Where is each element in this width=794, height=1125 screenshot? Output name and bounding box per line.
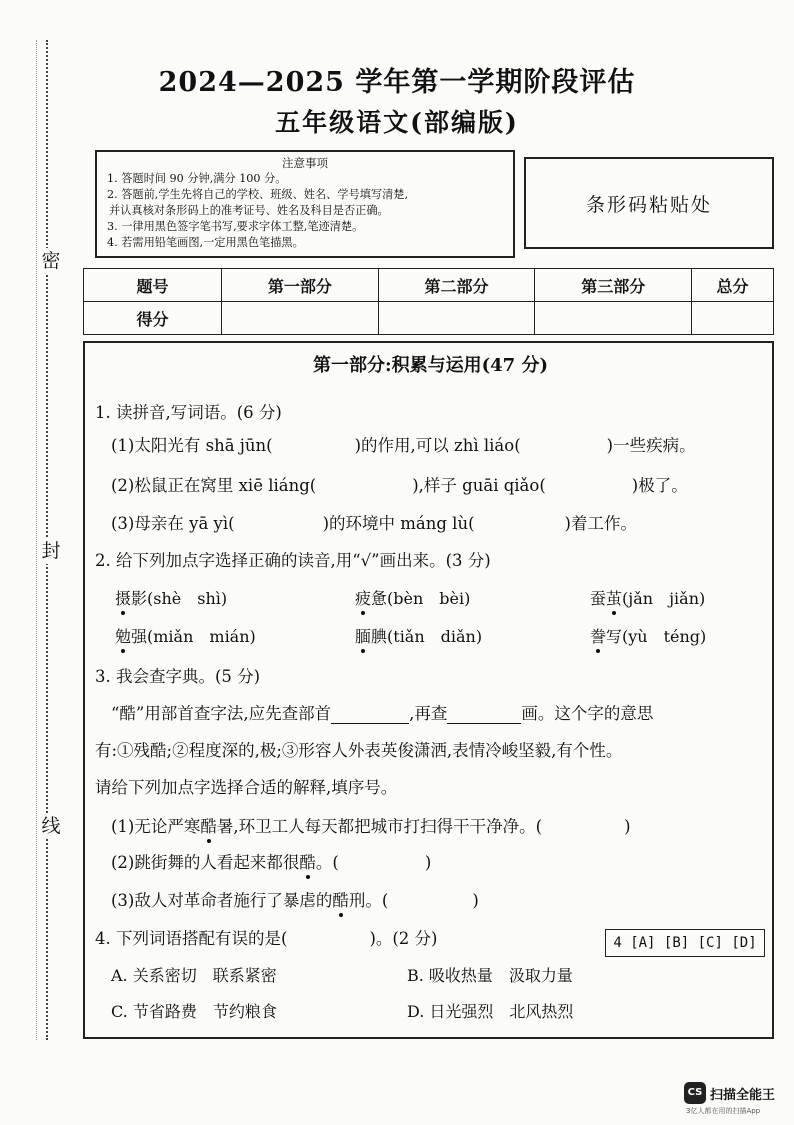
notice-item: 4. 若需用铅笔画图,一定用黑色笔描黑。 <box>107 236 304 249</box>
q3-text: 刑。( <box>348 891 389 910</box>
score-cell[interactable] <box>222 302 379 335</box>
q1-text: )极了。 <box>631 476 688 495</box>
q3-text: 。( <box>315 853 339 872</box>
dotted-char: 疲 <box>355 586 371 609</box>
q2-option[interactable] <box>115 624 256 647</box>
q3-text: 画。这个字的意思 <box>521 704 654 723</box>
q1-line-3 <box>111 510 637 534</box>
q3-text: “酷”用部首查字法,应先查部首 <box>111 704 332 723</box>
score-table <box>83 268 774 335</box>
dotted-char: 勉 <box>115 624 131 647</box>
scanner-slogan: 3亿人都在用的扫描App <box>686 1107 761 1115</box>
dotted-char: 茧 <box>606 586 622 609</box>
q2-option-text: 影(shè shì) <box>131 589 228 608</box>
page-bottom-rule <box>83 1037 774 1039</box>
q3-sentence-2 <box>111 849 431 873</box>
q4-answer-bubble-box[interactable]: 4 [A] [B] [C] [D] <box>605 929 765 957</box>
score-header-cell: 第三部分 <box>535 269 692 302</box>
notice-item: 3. 一律用黑色签字笔书写,要求字体工整,笔迹清楚。 <box>107 220 364 233</box>
q3-paragraph-2: 有:①残酷;②程度深的,极;③形容人外表英俊潇洒,表情冷峻坚毅,有个性。 <box>95 741 623 760</box>
q1-text: )着工作。 <box>564 514 637 533</box>
camscanner-logo-icon: CS <box>684 1082 706 1104</box>
q3-text: 暑,环卫工人每天都把城市打扫得干干净净。( <box>216 817 543 836</box>
q2-option-text: 蚕 <box>590 589 607 608</box>
binding-char-mi: 密 <box>38 248 64 274</box>
notice-title: 注意事项 <box>282 156 328 170</box>
q3-radical-blank[interactable] <box>331 704 409 724</box>
q3-paragraph-3: 请给下列加点字选择合适的解释,填序号。 <box>95 778 398 797</box>
q2-option-text: (jǎn jiǎn) <box>622 589 706 608</box>
q1-line-1 <box>111 432 696 456</box>
q4-text: )。(2 分) <box>369 929 438 948</box>
q3-text: ) <box>624 817 631 836</box>
q1-text: )的作用,可以 zhì liáo( <box>354 436 521 455</box>
q3-text: ) <box>424 853 432 872</box>
q2-option-text: 惫(bèn bèi) <box>371 589 471 608</box>
exam-title: 2024—2025 学年第一学期阶段评估 <box>158 67 636 98</box>
q2-option[interactable] <box>115 586 227 609</box>
q1-text: (2)松鼠正在窝里 xiē liáng( <box>111 476 317 495</box>
q1-text: ),样子 guāi qiǎo( <box>412 476 546 495</box>
q1-text: )的环境中 máng lù( <box>322 514 475 533</box>
barcode-area: 条形码粘贴处 <box>524 157 774 249</box>
q3-paragraph-1 <box>111 700 653 724</box>
q4-text: 4. 下列词语搭配有误的是( <box>95 929 288 948</box>
dotted-char: 酷 <box>332 887 349 911</box>
q3-text: ) <box>472 891 479 910</box>
dotted-char: 酷 <box>299 849 316 873</box>
dotted-char: 誊 <box>590 624 606 647</box>
q1-text: (3)母亲在 yā yì( <box>111 514 235 533</box>
exam-subtitle: 五年级语文(部编版) <box>275 108 519 137</box>
q1-text: (1)太阳光有 shā jūn( <box>111 436 273 455</box>
q2-option[interactable] <box>355 624 482 647</box>
score-header-cell: 总分 <box>692 269 774 302</box>
q4-option-d[interactable]: D. 日光强烈 北风热烈 <box>407 1002 574 1021</box>
q3-stem: 3. 我会查字典。(5 分) <box>95 667 261 686</box>
scanner-app-name: 扫描全能王 <box>710 1088 776 1103</box>
dotted-char: 腼 <box>355 624 371 647</box>
dotted-char: 酷 <box>200 813 217 837</box>
notice-item: 2. 答题前,学生先将自己的学校、班级、姓名、学号填写清楚, <box>107 188 409 201</box>
binding-char-feng: 封 <box>38 538 64 564</box>
binding-dotted-line-outer <box>36 40 37 1040</box>
q4-stem <box>95 925 438 949</box>
q1-stem: 1. 读拼音,写词语。(6 分) <box>95 403 282 422</box>
notice-item: 1. 答题时间 90 分钟,满分 100 分。 <box>107 172 287 185</box>
q3-sentence-1 <box>111 813 631 837</box>
q3-text: (3)敌人对革命者施行了暴虐的 <box>111 891 333 910</box>
q3-text: (1)无论严寒 <box>111 817 201 836</box>
score-header-cell: 第二部分 <box>378 269 535 302</box>
q4-option-a[interactable]: A. 关系密切 联系紧密 <box>111 966 277 985</box>
score-cell[interactable] <box>378 302 535 335</box>
q3-sentence-3 <box>111 887 479 911</box>
q3-text: (2)跳街舞的人看起来都很 <box>111 853 300 872</box>
score-header-cell: 题号 <box>84 269 222 302</box>
q4-option-c[interactable]: C. 节省路费 节约粮食 <box>111 1002 277 1021</box>
score-cell[interactable] <box>535 302 692 335</box>
q2-option[interactable] <box>355 586 470 609</box>
q2-option-text: 写(yù téng) <box>606 627 707 646</box>
q2-stem: 2. 给下列加点字选择正确的读音,用“√”画出来。(3 分) <box>95 551 491 570</box>
q2-option[interactable] <box>590 586 705 609</box>
score-row-label: 得分 <box>84 302 222 335</box>
q1-text: )一些疾病。 <box>606 436 696 455</box>
q3-strokes-blank[interactable] <box>447 704 521 724</box>
q2-option[interactable] <box>590 624 706 647</box>
binding-char-xian: 线 <box>38 813 64 839</box>
q3-text: ,再查 <box>409 704 448 723</box>
notice-item: 并认真核对条形码上的准考证号、姓名及科目是否正确。 <box>109 204 389 217</box>
dotted-char: 摄 <box>115 586 131 609</box>
score-cell[interactable] <box>692 302 774 335</box>
part1-title: 第一部分:积累与运用(47 分) <box>313 355 548 376</box>
q2-option-text: 强(miǎn mián) <box>131 627 256 646</box>
scanner-watermark <box>684 1082 784 1116</box>
score-header-cell: 第一部分 <box>222 269 379 302</box>
notice-box <box>95 150 515 258</box>
q2-option-text: 腆(tiǎn diǎn) <box>371 627 483 646</box>
q1-line-2 <box>111 472 688 496</box>
binding-line <box>30 40 70 1050</box>
q4-option-b[interactable]: B. 吸收热量 汲取力量 <box>407 966 573 985</box>
